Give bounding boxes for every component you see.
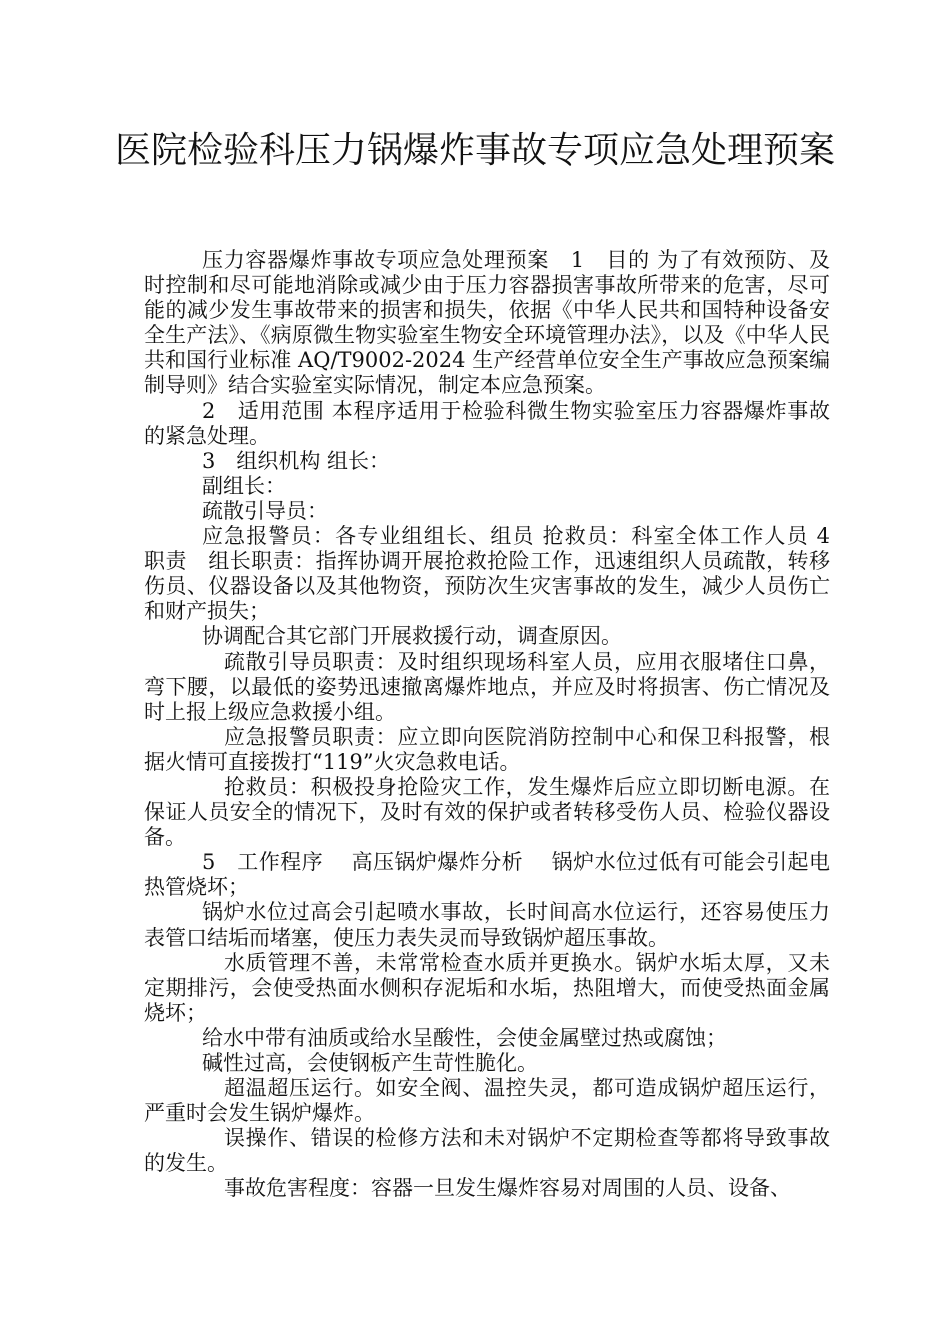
paragraph-evacuation-guide: 疏散引导员： (202, 498, 328, 523)
paragraph-purpose: 压力容器爆炸事故专项应急处理预案 1 目的 为了有效预防、及时控制和尽可能地消除或减少由于压力容器损害事故所带来的危害，尽可能的减少发生事故带来的损害和损失，依据《中华人民共和国特种设备安全生产法》、《病原微生物实验室生物安全环境管理办法》，以及《中华人民共和国行业标准 AQ/T9002-2024 生产经营单位安全生产事故应急预案编制导则》结合实验室实际情况，制定本应急预案。 (144, 248, 830, 398)
paragraph-organization: 3 组织机构 组长： (202, 448, 391, 473)
paragraph-misoperation: 误操作、错误的检修方法和未对锅炉不定期检查等都将导致事故的发生。 (144, 1126, 830, 1176)
paragraph-overpressure: 超温超压运行。如安全阀、温控失灵，都可造成锅炉超压运行，严重时会发生锅炉爆炸。 (144, 1076, 830, 1126)
paragraph-coordination: 协调配合其它部门开展救援行动，调查原因。 (202, 624, 622, 649)
paragraph-high-water: 锅炉水位过高会引起喷水事故，长时间高水位运行，还容易使压力表管口结垢而堵塞，使压力表失灵而导致锅炉超压事故。 (144, 900, 830, 950)
document-title: 医院检验科压力锅爆炸事故专项应急处理预案 (114, 130, 835, 171)
paragraph-rescuer-duties: 抢救员：积极投身抢险灾工作，发生爆炸后应立即切断电源。在保证人员安全的情况下，及时有效的保护或者转移受伤人员、检验仪器设备。 (144, 774, 830, 850)
paragraph-water-quality: 水质管理不善，未常常检查水质并更换水。锅炉水垢太厚，又未定期排污，会使受热面水侧积存泥垢和水垢，热阻增大，而使受热面金属烧坏； (144, 950, 830, 1025)
paragraph-oil-acid: 给水中带有油质或给水呈酸性，会使金属壁过热或腐蚀； (202, 1025, 727, 1050)
document-body (144, 248, 851, 1202)
paragraph-alarm-duties: 应急报警员职责：应立即向医院消防控制中心和保卫科报警，根据火情可直接拨打“119”火灾急救电话。 (144, 724, 830, 774)
paragraph-scope: 2 适用范围 本程序适用于检验科微生物实验室压力容器爆炸事故的紧急处理。 (144, 398, 830, 448)
paragraph-procedure: 5 工作程序 高压锅炉爆炸分析 锅炉水位过低有可能会引起电热管烧坏； (144, 850, 830, 900)
paragraph-evacuation-duties: 疏散引导员职责：及时组织现场科室人员，应用衣服堵住口鼻，弯下腰，以最低的姿势迅速撤离爆炸地点，并应及时将损害、伤亡情况及时上报上级应急救援小组。 (144, 649, 830, 724)
paragraph-hazard-level: 事故危害程度：容器一旦发生爆炸容易对周围的人员、设备、 (224, 1176, 791, 1201)
paragraph-duties: 应急报警员：各专业组组长、组员 抢救员：科室全体工作人员 4 职责 组长职责：指挥协调开展抢救抢险工作，迅速组织人员疏散，转移伤员、仪器设备以及其他物资，预防次生灾害事故的发生，减少人员伤亡和财产损失； (144, 524, 851, 624)
paragraph-alkalinity: 碱性过高，会使钢板产生苛性脆化。 (202, 1051, 538, 1075)
paragraph-deputy-leader: 副组长： (202, 473, 286, 498)
